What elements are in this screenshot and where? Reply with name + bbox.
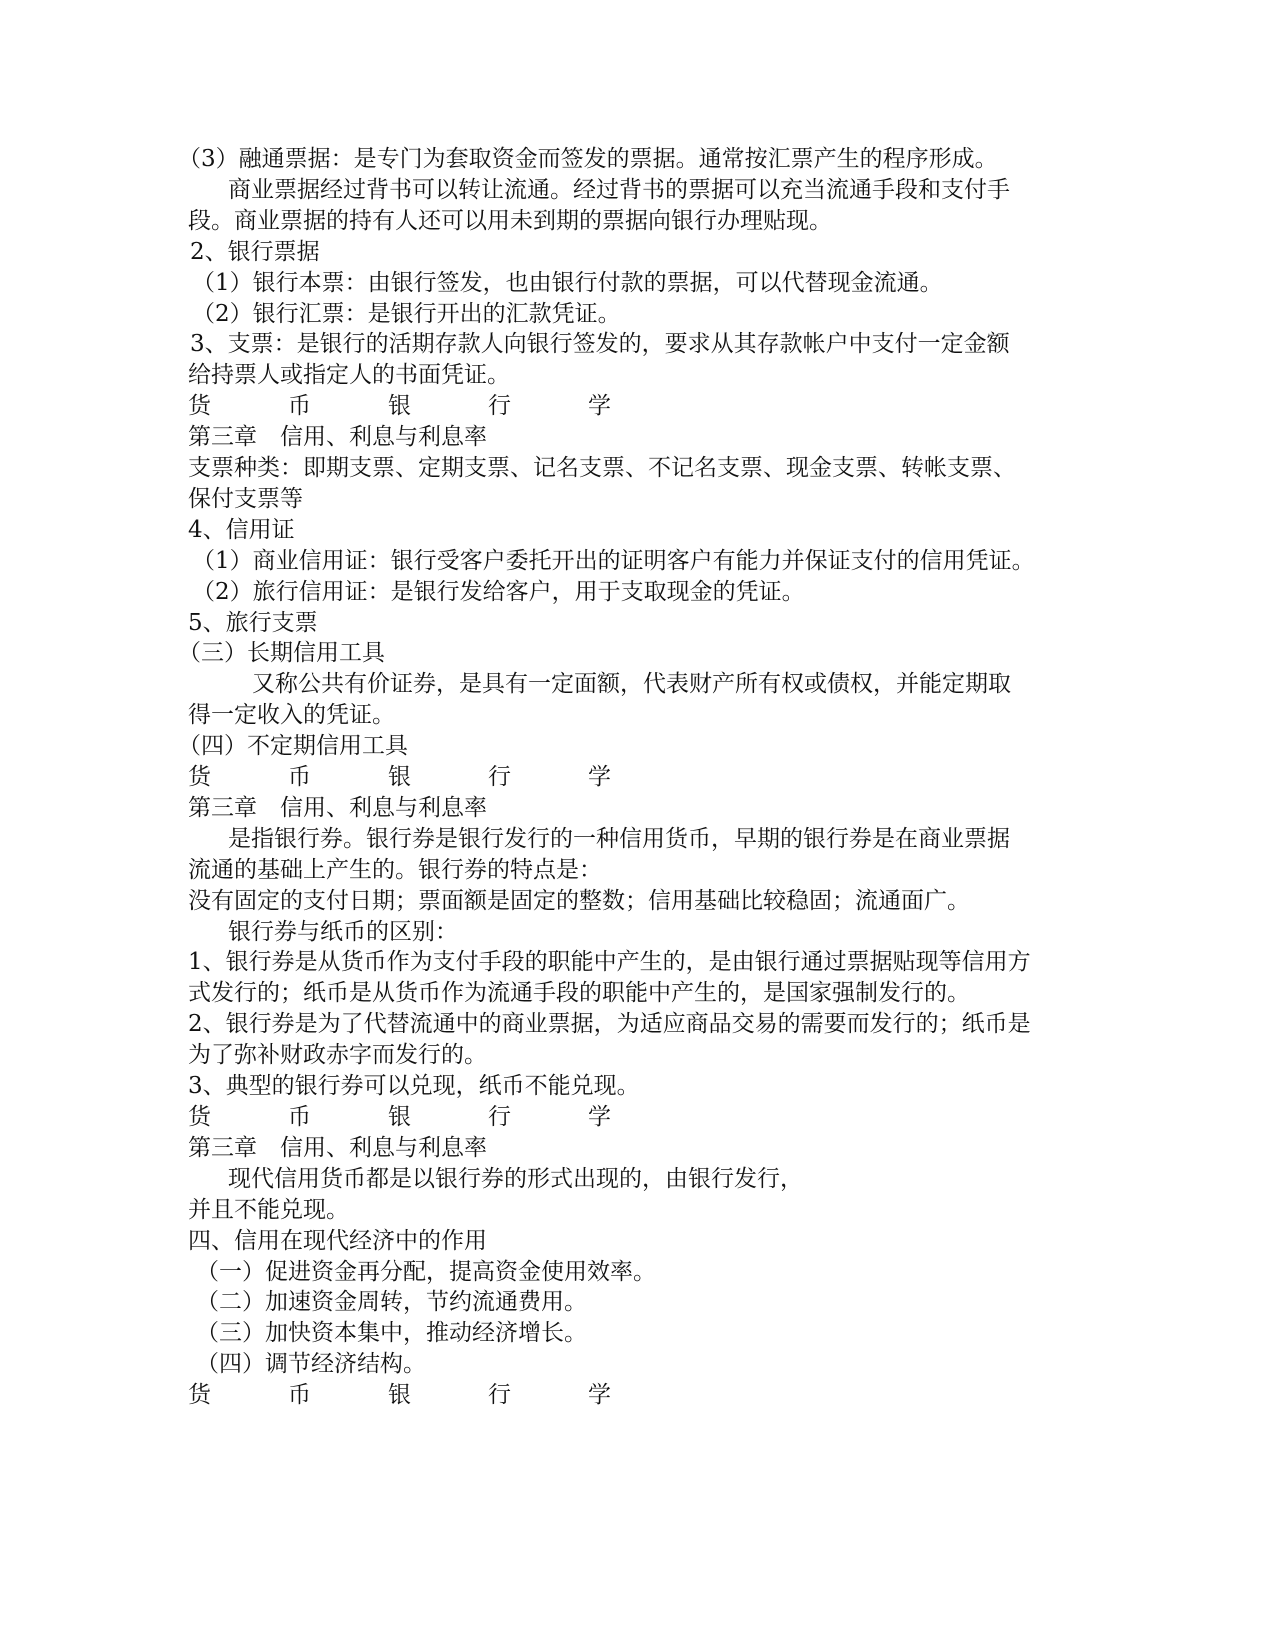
- text-line: （四）调节经济结构。: [196, 1351, 426, 1377]
- text-line: 为了弥补财政赤字而发行的。: [188, 1042, 487, 1068]
- text-line: 流通的基础上产生的。银行券的特点是：: [188, 857, 602, 883]
- header-char: 银: [388, 764, 411, 790]
- text-line: 4、信用证: [188, 517, 295, 543]
- text-line: 5、旅行支票: [188, 610, 318, 636]
- text-line: 并且不能兑现。: [188, 1197, 349, 1223]
- text-line: （一）促进资金再分配，提高资金使用效率。: [196, 1259, 656, 1285]
- text-line: （四）不定期信用工具: [178, 733, 408, 759]
- header-char: 币: [288, 1104, 311, 1130]
- header-char: 货: [188, 1104, 211, 1130]
- text-line: （2）银行汇票：是银行开出的汇款凭证。: [192, 301, 621, 327]
- running-header: [188, 1379, 1088, 1411]
- chapter-heading: 第三章 信用、利息与利息率: [188, 424, 487, 450]
- header-char: 学: [588, 764, 611, 790]
- header-char: 行: [488, 1104, 511, 1130]
- chapter-heading: 第三章 信用、利息与利息率: [188, 795, 487, 821]
- running-header: [188, 390, 1088, 422]
- header-char: 银: [388, 393, 411, 419]
- text-line: 3、支票：是银行的活期存款人向银行签发的，要求从其存款帐户中支付一定金额: [190, 331, 1010, 357]
- text-line: 3、典型的银行券可以兑现，纸币不能兑现。: [188, 1073, 640, 1099]
- header-char: 行: [488, 393, 511, 419]
- header-char: 银: [388, 1104, 411, 1130]
- header-char: 学: [588, 393, 611, 419]
- header-char: 行: [488, 1382, 511, 1408]
- header-char: 货: [188, 393, 211, 419]
- text-line: 是指银行券。银行券是银行发行的一种信用货币，早期的银行券是在商业票据: [228, 826, 1010, 852]
- header-char: 学: [588, 1104, 611, 1130]
- text-line: 商业票据经过背书可以转让流通。经过背书的票据可以充当流通手段和支付手: [228, 177, 1010, 203]
- section-heading: 四、信用在现代经济中的作用: [188, 1228, 487, 1254]
- text-line: 式发行的；纸币是从货币作为流通手段的职能中产生的，是国家强制发行的。: [188, 980, 970, 1006]
- text-line: 2、银行券是为了代替流通中的商业票据，为适应商品交易的需要而发行的；纸币是: [188, 1011, 1031, 1037]
- text-line: （1）银行本票：由银行签发，也由银行付款的票据，可以代替现金流通。: [192, 270, 943, 296]
- running-header: [188, 1101, 1088, 1133]
- chapter-heading: 第三章 信用、利息与利息率: [188, 1135, 487, 1161]
- text-line: （二）加速资金周转，节约流通费用。: [196, 1289, 587, 1315]
- text-line: 得一定收入的凭证。: [188, 702, 395, 728]
- text-line: （2）旅行信用证：是银行发给客户，用于支取现金的凭证。: [192, 579, 805, 605]
- text-line: 又称公共有价证券，是具有一定面额，代表财产所有权或债权，并能定期取: [252, 671, 1011, 697]
- text-line: 保付支票等: [188, 486, 303, 512]
- header-char: 币: [288, 393, 311, 419]
- text-line: 1、银行券是从货币作为支付手段的职能中产生的，是由银行通过票据贴现等信用方: [188, 949, 1031, 975]
- text-line: 没有固定的支付日期；票面额是固定的整数；信用基础比较稳固；流通面广。: [188, 888, 970, 914]
- text-line: 2、银行票据: [190, 239, 320, 265]
- header-char: 货: [188, 1382, 211, 1408]
- text-line: 段。商业票据的持有人还可以用未到期的票据向银行办理贴现。: [188, 208, 832, 234]
- text-line: （三）长期信用工具: [178, 640, 385, 666]
- running-header: [188, 761, 1088, 793]
- header-char: 货: [188, 764, 211, 790]
- text-line: （3）融通票据：是专门为套取资金而签发的票据。通常按汇票产生的程序形成。: [178, 146, 998, 172]
- text-line: 现代信用货币都是以银行券的形式出现的，由银行发行，: [228, 1166, 803, 1192]
- text-line: 银行券与纸币的区别：: [228, 919, 458, 945]
- text-line: （1）商业信用证：银行受客户委托开出的证明客户有能力并保证支付的信用凭证。: [192, 548, 1035, 574]
- header-char: 币: [288, 1382, 311, 1408]
- text-line: 给持票人或指定人的书面凭证。: [188, 362, 510, 388]
- header-char: 学: [588, 1382, 611, 1408]
- header-char: 行: [488, 764, 511, 790]
- text-line: （三）加快资本集中，推动经济增长。: [196, 1320, 587, 1346]
- text-line: 支票种类：即期支票、定期支票、记名支票、不记名支票、现金支票、转帐支票、: [188, 455, 1016, 481]
- header-char: 银: [388, 1382, 411, 1408]
- header-char: 币: [288, 764, 311, 790]
